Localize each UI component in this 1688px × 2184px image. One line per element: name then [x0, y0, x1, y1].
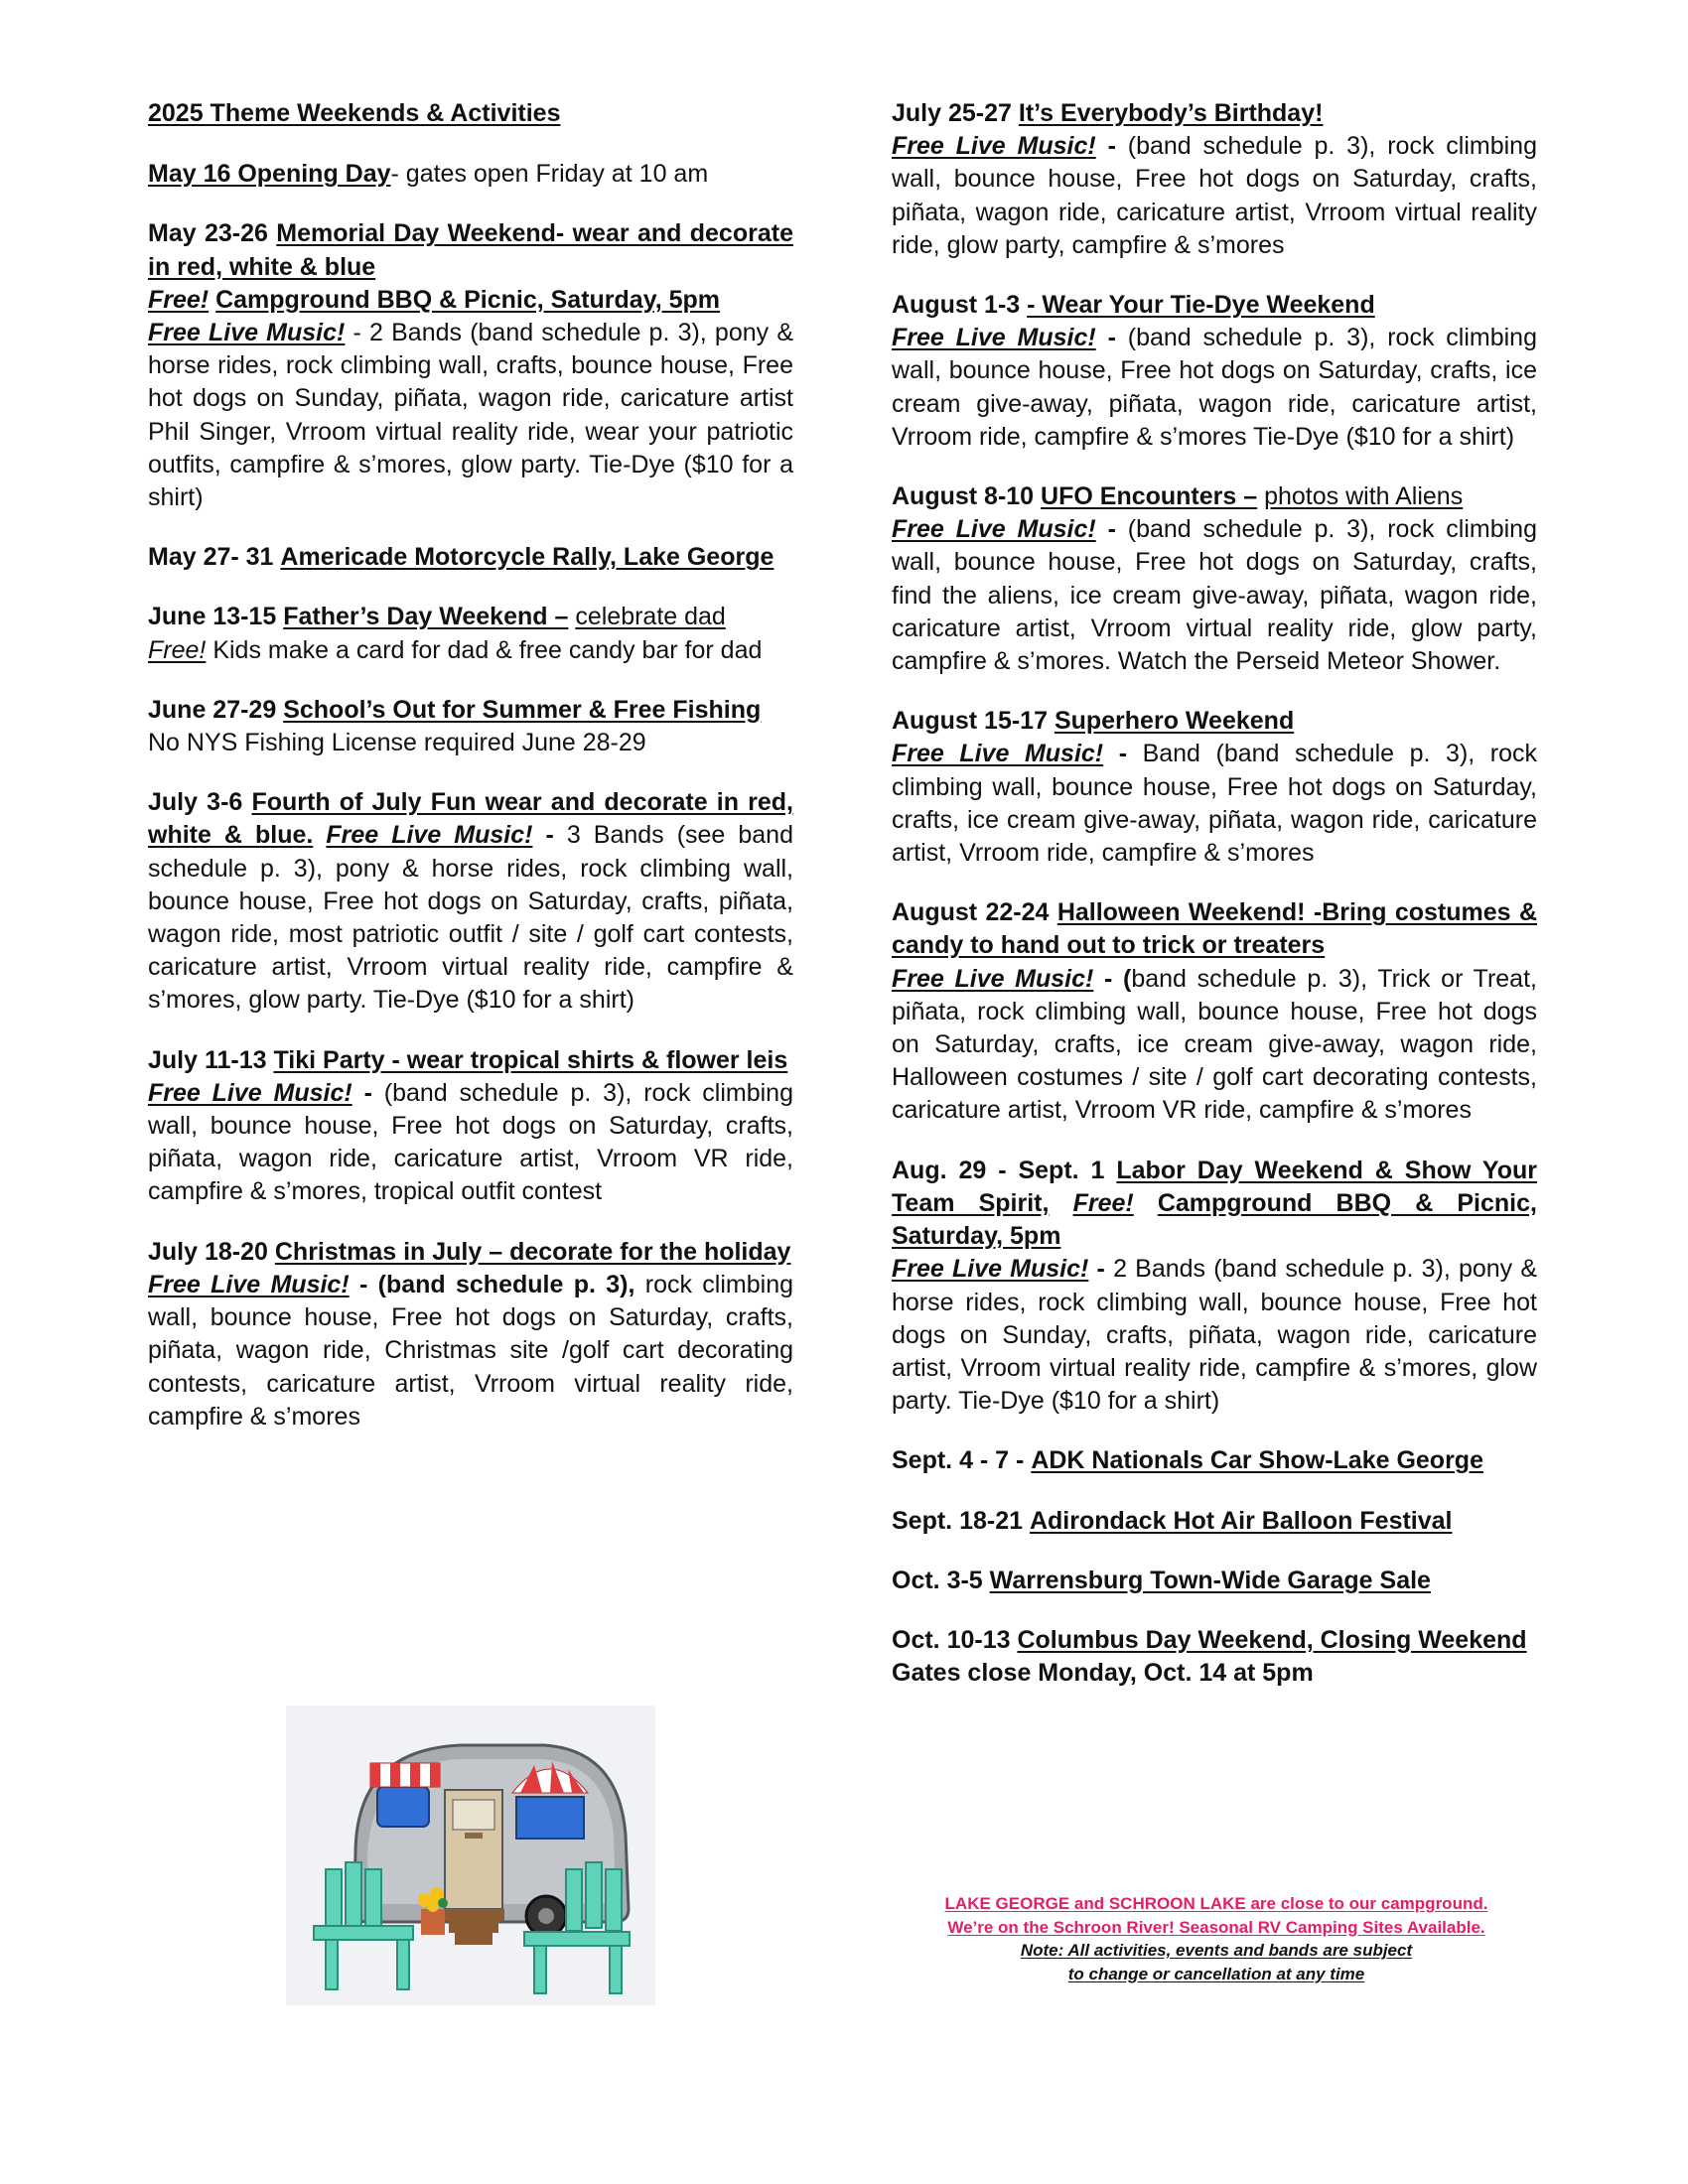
event-title: Superhero Weekend [1054, 707, 1295, 736]
event-tie-dye-weekend [892, 289, 1537, 454]
dash: - [363, 1078, 372, 1107]
event-superhero-weekend [892, 705, 1537, 870]
footer-line-4: to change or cancellation at any time [1067, 1964, 1365, 1983]
free-live-music-label: Free Live Music! [148, 1270, 350, 1298]
event-date: Aug. 29 - Sept. 1 [892, 1156, 1105, 1184]
event-text: Band (band schedule p. 3), rock climbing wall, bounce house, Free hot dogs on Saturday, crafts, ice cream give-away, piñata, wagon ride, caricature artist, Vrroom ride, campfire & s’mores [892, 740, 1537, 868]
event-memorial-day [148, 217, 793, 514]
free-label: Free! [1072, 1188, 1134, 1217]
event-date: August 15-17 [892, 707, 1048, 736]
dash: - [1118, 740, 1128, 768]
dash: - [1107, 515, 1116, 544]
event-text: 2 Bands (band schedule p. 3), pony & horse rides, rock climbing wall, bounce house, Free hot dogs on Sunday, crafts, piñata, wagon ride, caricature artist, Vrroom virtual reality ride, campfire & s’mores, glow party. Tie-Dye ($10 for a shirt) [892, 1255, 1537, 1416]
event-date: August 8-10 [892, 482, 1035, 511]
event-title: It’s Everybody’s Birthday! [1018, 99, 1324, 127]
event-opening-day [148, 158, 793, 191]
bbq-label: Campground BBQ & Picnic, Saturday, 5pm [215, 285, 721, 314]
event-date: Sept. 4 - 7 - [892, 1446, 1025, 1475]
dash: - ( [1104, 964, 1132, 993]
free-live-music-label: Free Live Music! [148, 319, 346, 347]
free-live-music-label: Free Live Music! [892, 1255, 1089, 1284]
event-text: rock climbing wall, bounce house, Free hot dogs on Saturday, crafts, piñata, wagon ride, Christmas site /golf cart decorating contests, caricature artist, Vrroom virtual reality ride, campfire & s’mores [148, 1270, 794, 1431]
free-live-music-label: Free Live Music! [892, 964, 1094, 993]
event-halloween-weekend [892, 896, 1537, 1127]
event-title: Halloween Weekend! -Bring costumes & candy to hand out to trick or treaters [892, 898, 1538, 960]
event-text: band schedule p. 3), Trick or Treat, piñata, rock climbing wall, bounce house, Free hot dogs on Saturday, crafts, ice cream give-away, wagon ride, Halloween costumes / site / golf cart decorating contests, caricature artist, Vrroom VR ride, campfire & s’mores [892, 964, 1537, 1125]
event-title-rest: celebrate dad [575, 603, 726, 631]
camper-trailer-icon [286, 1706, 655, 2005]
event-title: Fourth of July Fun wear and decorate in red, white & blue. [148, 788, 793, 850]
awning-left [370, 1763, 440, 1787]
event-title: Adirondack Hot Air Balloon Festival [1029, 1506, 1453, 1535]
event-americade [148, 541, 793, 574]
event-schools-out [148, 694, 793, 759]
bbq-label: Campground BBQ & Picnic, Saturday, 5pm [892, 1188, 1537, 1251]
event-title: Memorial Day Weekend- wear and decorate in red, white & blue [148, 219, 793, 281]
event-title: UFO Encounters – [1041, 482, 1258, 511]
event-everybodys-birthday [892, 97, 1537, 262]
event-adk-nationals [892, 1444, 1537, 1477]
footer-note [874, 1892, 1559, 1985]
free-live-music-label: Free Live Music! [892, 740, 1104, 768]
event-date: May 27- 31 [148, 543, 274, 572]
event-fathers-day [148, 601, 793, 666]
event-title: Labor Day Weekend & Show Your Team Spirit, [892, 1156, 1537, 1217]
event-text: (band schedule p. 3), rock climbing wall, bounce house, Free hot dogs on Saturday, crafts, find the aliens, ice cream give-away, piñata, wagon ride, caricature artist, Vrroom virtual reality ride, glow party, campfire & s’mores. Watch the Perseid Meteor Shower. [892, 515, 1537, 676]
event-text: 3 Bands (see band schedule p. 3), pony & horse rides, rock climbing wall, bounce house, Free hot dogs on Saturday, crafts, piñata, wagon ride, most patriotic outfit / site / golf cart contests, caricature artist, Vrroom virtual reality ride, campfire & s’mores, glow party. Tie-Dye ($10 for a shirt) [148, 821, 793, 1015]
event-christmas-in-july [148, 1236, 793, 1433]
event-labor-day [892, 1155, 1537, 1419]
event-date: July 18-20 [148, 1237, 268, 1266]
event-title-rest: photos with Aliens [1264, 482, 1464, 511]
page-title: 2025 Theme Weekends & Activities [148, 99, 561, 127]
event-garage-sale [892, 1565, 1537, 1597]
event-text: (band schedule p. 3), rock climbing wall, bounce house, Free hot dogs on Saturday, crafts, piñata, wagon ride, caricature artist, Vrroom VR ride, campfire & s’mores, tropical outfit contest [148, 1078, 793, 1206]
footer-line-2: We’re on the Schroon River! Seasonal RV Camping Sites Available. [947, 1917, 1485, 1937]
event-date: Oct. 3-5 [892, 1566, 983, 1594]
dash: - [545, 821, 554, 850]
event-fourth-of-july [148, 786, 793, 1017]
event-title: - Wear Your Tie-Dye Weekend [1027, 291, 1375, 320]
event-balloon-festival [892, 1505, 1537, 1538]
event-date: Oct. 10-13 [892, 1625, 1011, 1654]
event-date: July 25-27 [892, 99, 1012, 127]
bold-text: - (band schedule p. 3), [358, 1270, 635, 1298]
event-date: July 11-13 [148, 1045, 267, 1074]
free-live-music-label: Free Live Music! [326, 821, 533, 850]
free-live-music-label: Free Live Music! [892, 324, 1096, 352]
event-date: June 27-29 [148, 695, 277, 724]
free-live-music-label: Free Live Music! [148, 1078, 352, 1107]
event-tiki-party [148, 1044, 793, 1209]
event-text: - 2 Bands (band schedule p. 3), pony & horse rides, rock climbing wall, crafts, bounce house, Free hot dogs on Sunday, piñata, wagon ride, caricature artist Phil Singer, Vrroom virtual reality ride, wear your patriotic outfits, campfire & s’mores, glow party. Tie-Dye ($10 for a shirt) [148, 319, 793, 512]
free-label: Free! [148, 635, 207, 664]
left-column [148, 97, 793, 1460]
event-columbus-day [892, 1624, 1537, 1690]
event-title: Columbus Day Weekend, Closing Weekend [1017, 1625, 1527, 1654]
event-text: Gates close Monday, Oct. 14 at 5pm [892, 1659, 1314, 1688]
event-title: Warrensburg Town-Wide Garage Sale [989, 1566, 1431, 1594]
free-live-music-label: Free Live Music! [892, 132, 1096, 161]
footer-line-1: LAKE GEORGE and SCHROON LAKE are close to our campground. [944, 1894, 1488, 1913]
right-column [892, 97, 1537, 1716]
event-text: (band schedule p. 3), rock climbing wall, bounce house, Free hot dogs on Saturday, crafts, piñata, wagon ride, caricature artist, Vrroom virtual reality ride, glow party, campfire & s’mores [892, 132, 1537, 259]
event-date: May 23-26 [148, 219, 268, 248]
event-title: ADK Nationals Car Show-Lake George [1031, 1446, 1483, 1475]
event-date: Sept. 18-21 [892, 1506, 1024, 1535]
camper-illustration [286, 1706, 655, 2005]
event-title: Christmas in July – decorate for the holiday [274, 1237, 791, 1266]
event-title: Tiki Party - wear tropical shirts & flower leis [273, 1045, 788, 1074]
dash: - [1096, 1255, 1105, 1284]
event-ufo-encounters [892, 480, 1537, 678]
event-date: June 13-15 [148, 603, 277, 631]
event-date: May 16 Opening Day [148, 160, 391, 189]
event-title: Father’s Day Weekend – [283, 603, 569, 631]
dash: - [1107, 132, 1116, 161]
free-label: Free! [148, 285, 210, 314]
free-live-music-label: Free Live Music! [892, 515, 1096, 544]
event-date: August 22-24 [892, 898, 1050, 927]
event-text: - gates open Friday at 10 am [390, 160, 709, 189]
event-text: Kids make a card for dad & free candy bar for dad [212, 635, 763, 664]
footer-line-3: Note: All activities, events and bands are subject [1020, 1941, 1413, 1960]
event-text: (band schedule p. 3), rock climbing wall, bounce house, Free hot dogs on Saturday, crafts, ice cream give-away, piñata, wagon ride, caricature artist, Vrroom ride, campfire & s’mores Tie-Dye ($10 for a shirt) [892, 324, 1537, 451]
dash: - [1107, 324, 1116, 352]
event-title: School’s Out for Summer & Free Fishing [283, 695, 762, 724]
event-text: No NYS Fishing License required June 28-29 [148, 729, 646, 757]
event-date: August 1-3 [892, 291, 1021, 320]
event-title: Americade Motorcycle Rally, Lake George [280, 543, 774, 572]
event-date: July 3-6 [148, 788, 243, 817]
